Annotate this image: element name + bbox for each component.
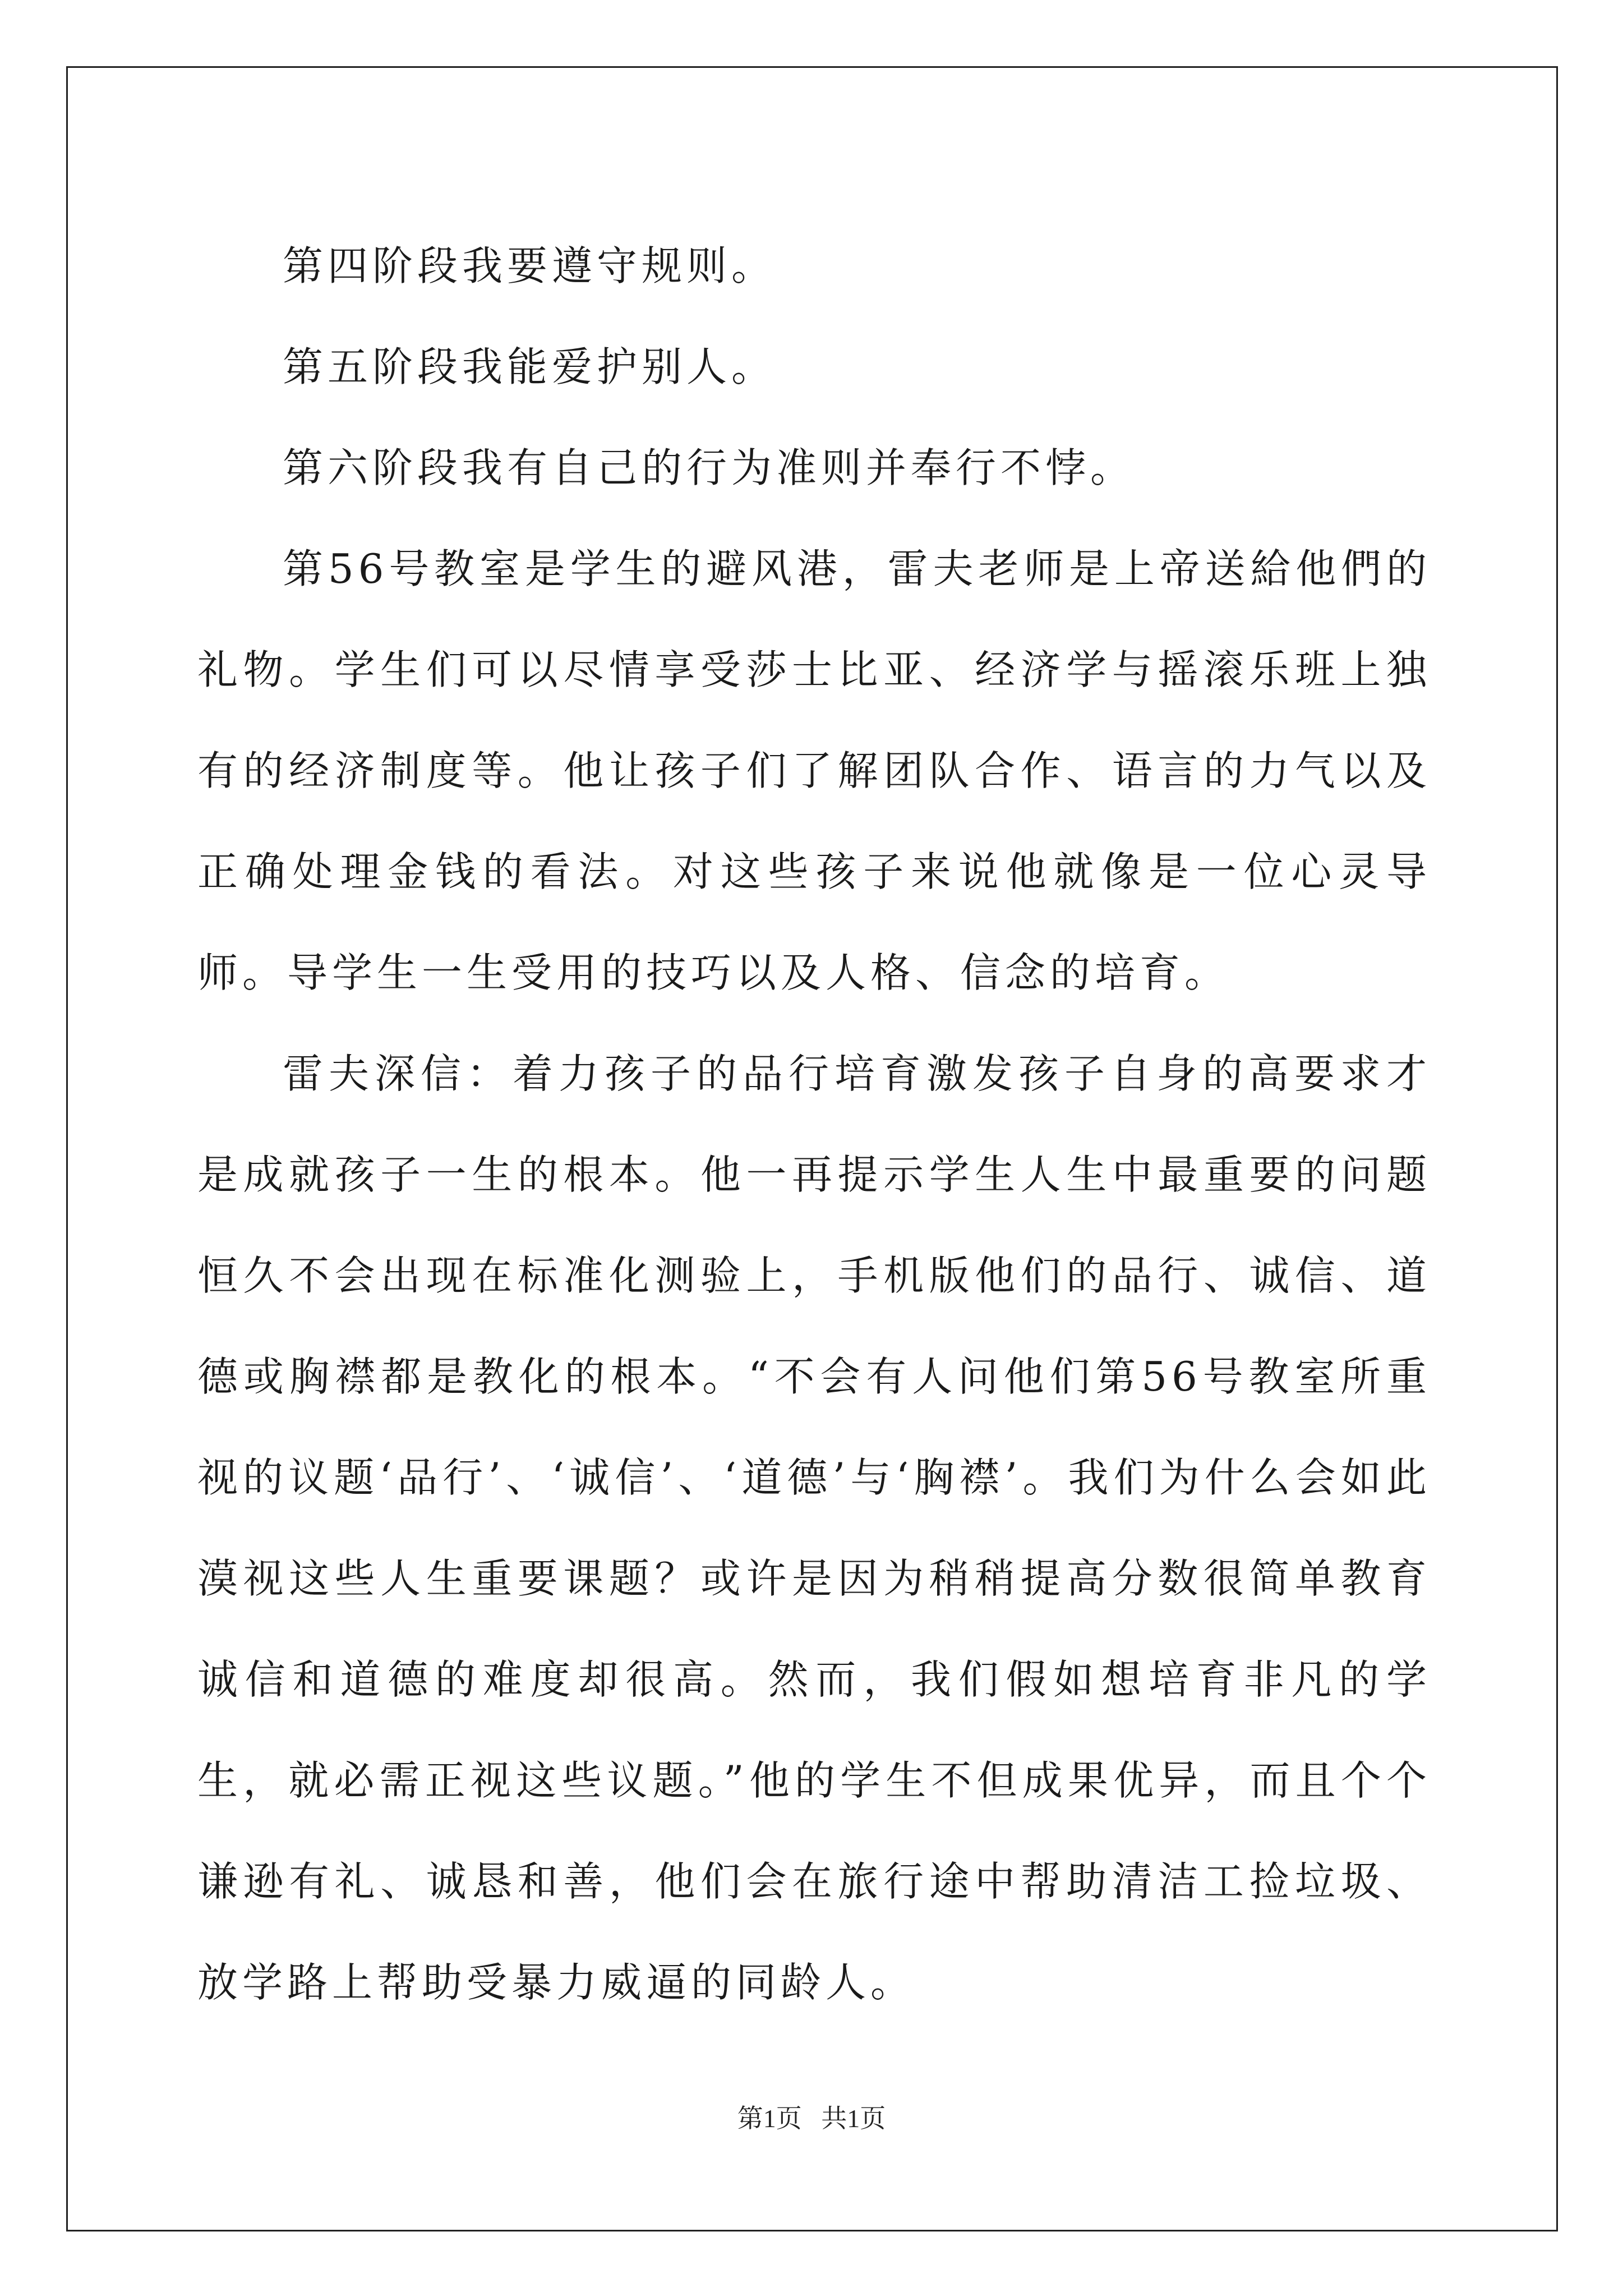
paragraph-classroom-56: 第56号教室是学生的避风港，雷夫老师是上帝送給他們的礼物。学生们可以尽情享受莎士比亚、经济学与摇滚乐班上独有的经济制度等。他让孩子们了解团队合作、语言的力气以及正确处理金钱的看法。对这些孩子来说他就像是一位心灵导师。导学生一生受用的技巧以及人格、信念的培育。	[197, 545, 1431, 996]
paragraph-stage-five: 第五阶段我能爱护别人。	[283, 343, 777, 390]
page-footer: 第1页 共1页	[737, 2104, 886, 2133]
document-body	[197, 215, 1431, 2033]
paragraph-stage-four: 第四阶段我要遵守规则。	[283, 242, 777, 289]
paragraph-stage-six: 第六阶段我有自己的行为准则并奉行不悖。	[283, 444, 1136, 491]
paragraph-rafe-belief: 雷夫深信：着力孩子的品行培育激发孩子自身的高要求才是成就孩子一生的根本。他一再提示学生人生中最重要的问题恒久不会出现在标准化测验上，手机版他们的品行、诚信、道德或胸襟都是教化的根本。“不会有人问他们第56号教室所重视的议题‘品行’、‘诚信’、‘道德’与‘胸襟’。我们为什么会如此漠视这些人生重要课题？或许是因为稍稍提高分数很简单教育诚信和道德的难度却很高。然而，我们假如想培育非凡的学生，就必需正视这些议题。”他的学生不但成果优异，而且个个谦逊有礼、诚恳和善，他们会在旅行途中帮助清洁工捡垃圾、放学路上帮助受暴力威逼的同龄人。	[197, 1050, 1431, 2006]
